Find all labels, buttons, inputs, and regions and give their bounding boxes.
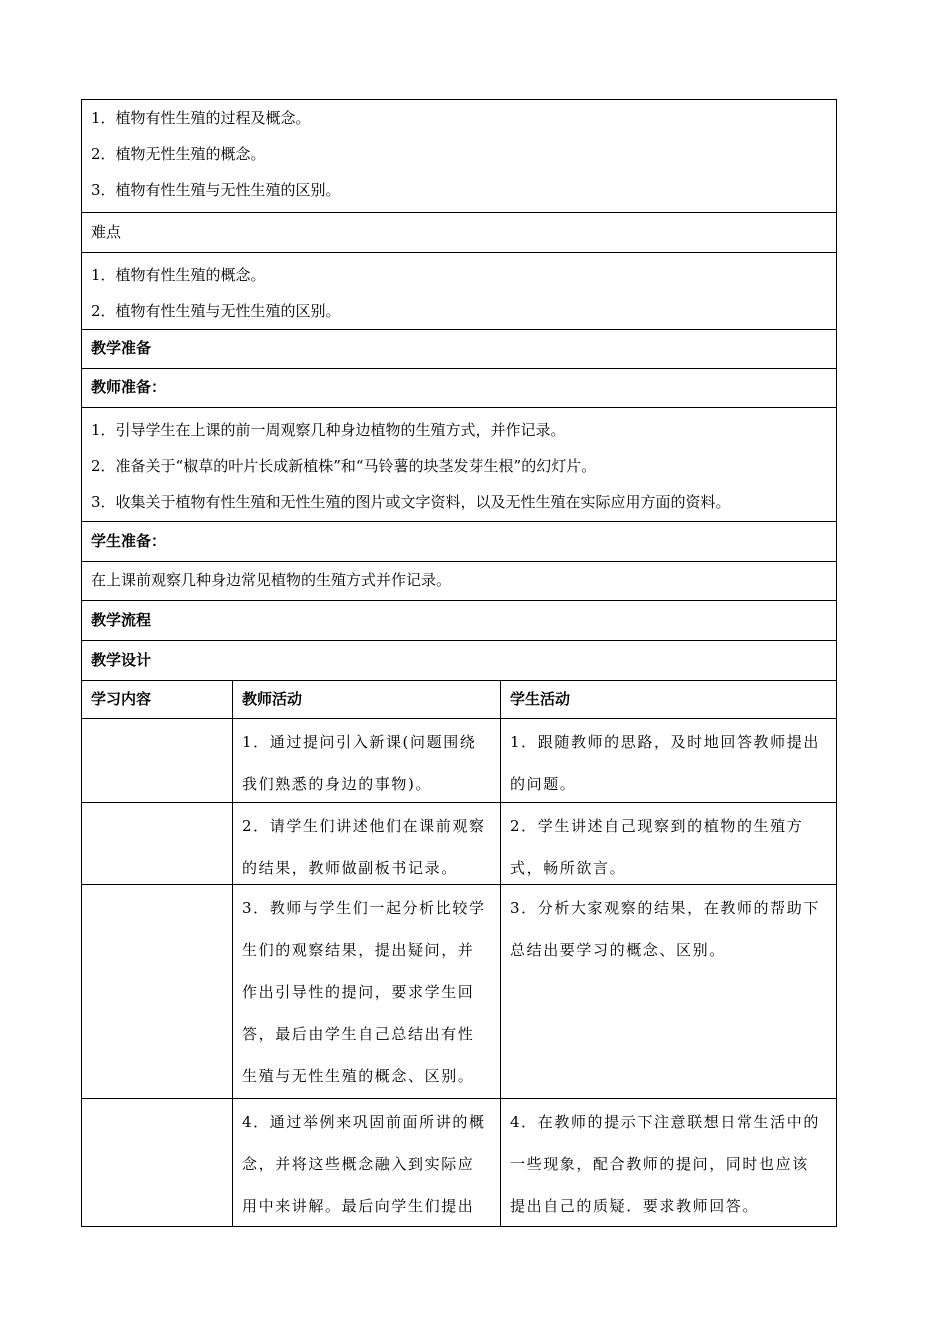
teacher-prep-section [81, 408, 837, 522]
table-row [81, 719, 837, 803]
design-heading-row [81, 641, 837, 681]
teacher-prep-heading-row [81, 369, 837, 408]
teacher-line: 生们的观察结果，提出疑问，并 [242, 941, 475, 959]
teacher-prep-heading: 教师准备： [91, 378, 167, 396]
student-line: 的问题。 [510, 775, 577, 793]
flow-heading: 教学流程 [91, 611, 152, 629]
prep-heading-row [81, 330, 837, 369]
student-line: 一些现象，配合教师的提问，同时也应该 [510, 1155, 809, 1173]
key-points-section [81, 99, 837, 213]
flow-heading-row [81, 601, 837, 641]
difficulty-section [81, 253, 837, 330]
content-cell [82, 885, 233, 1098]
teacher-line: 生殖与无性生殖的概念、区别。 [242, 1067, 475, 1085]
student-line: 1．跟随教师的思路，及时地回答教师提出 [510, 733, 820, 751]
teacher-line: 2．请学生们讲述他们在课前观察 [242, 817, 486, 835]
student-prep-text: 在上课前观察几种身边常见植物的生殖方式并作记录。 [91, 571, 452, 589]
teacher-line: 作出引导性的提问，要求学生回 [242, 983, 475, 1001]
teacher-line: 的结果，教师做副板书记录。 [242, 859, 458, 877]
teacher-line: 4．通过举例来巩固前面所讲的概 [242, 1113, 486, 1131]
activity-table-header [81, 681, 837, 719]
student-line: 式，畅所欲言。 [510, 859, 627, 877]
key-point-1: 1．植物有性生殖的过程及概念。 [91, 109, 311, 127]
content-cell [82, 719, 233, 802]
key-point-3: 3．植物有性生殖与无性生殖的区别。 [91, 181, 341, 199]
content-cell [82, 1099, 233, 1226]
teacher-line: 3．教师与学生们一起分析比较学 [242, 899, 486, 917]
difficulty-point-2: 2．植物有性生殖与无性生殖的区别。 [91, 302, 341, 320]
teacher-line: 1．通过提问引入新课(问题围绕 [242, 733, 477, 751]
table-row [81, 803, 837, 885]
teacher-line: 答，最后由学生自己总结出有性 [242, 1025, 475, 1043]
teacher-line: 我们熟悉的身边的事物)。 [242, 775, 433, 793]
table-row [81, 1099, 837, 1227]
student-prep-heading: 学生准备： [91, 532, 167, 550]
student-line: 提出自己的质疑．要求教师回答。 [510, 1197, 760, 1215]
student-line: 4．在教师的提示下注意联想日常生活中的 [510, 1113, 820, 1131]
header-student: 学生活动 [510, 690, 571, 708]
key-point-2: 2．植物无性生殖的概念。 [91, 145, 266, 163]
difficulty-point-1: 1．植物有性生殖的概念。 [91, 266, 266, 284]
content-cell [82, 803, 233, 884]
lesson-plan-table [81, 99, 837, 1227]
table-row [81, 885, 837, 1099]
difficulty-heading: 难点 [91, 223, 122, 241]
header-teacher: 教师活动 [242, 690, 303, 708]
student-prep-row [81, 562, 837, 601]
teacher-prep-item-1: 1．引导学生在上课的前一周观察几种身边植物的生殖方式，并作记录。 [91, 421, 566, 439]
student-line: 总结出要学习的概念、区别。 [510, 941, 726, 959]
teacher-prep-item-2: 2．准备关于“椒草的叶片长成新植株”和“马铃薯的块茎发芽生根”的幻灯片。 [91, 457, 597, 475]
difficulty-heading-row [81, 213, 837, 253]
teacher-prep-item-3: 3．收集关于植物有性生殖和无性生殖的图片或文字资料，以及无性生殖在实际应用方面的资料。 [91, 493, 731, 511]
student-line: 3．分析大家观察的结果，在教师的帮助下 [510, 899, 820, 917]
design-heading: 教学设计 [91, 651, 152, 669]
teacher-line: 念，并将这些概念融入到实际应 [242, 1155, 475, 1173]
header-content: 学习内容 [91, 690, 152, 708]
prep-heading: 教学准备 [91, 339, 152, 357]
student-line: 2．学生讲述自己现察到的植物的生殖方 [510, 817, 804, 835]
student-prep-heading-row [81, 522, 837, 562]
teacher-line: 用中来讲解。最后向学生们提出 [242, 1197, 475, 1215]
